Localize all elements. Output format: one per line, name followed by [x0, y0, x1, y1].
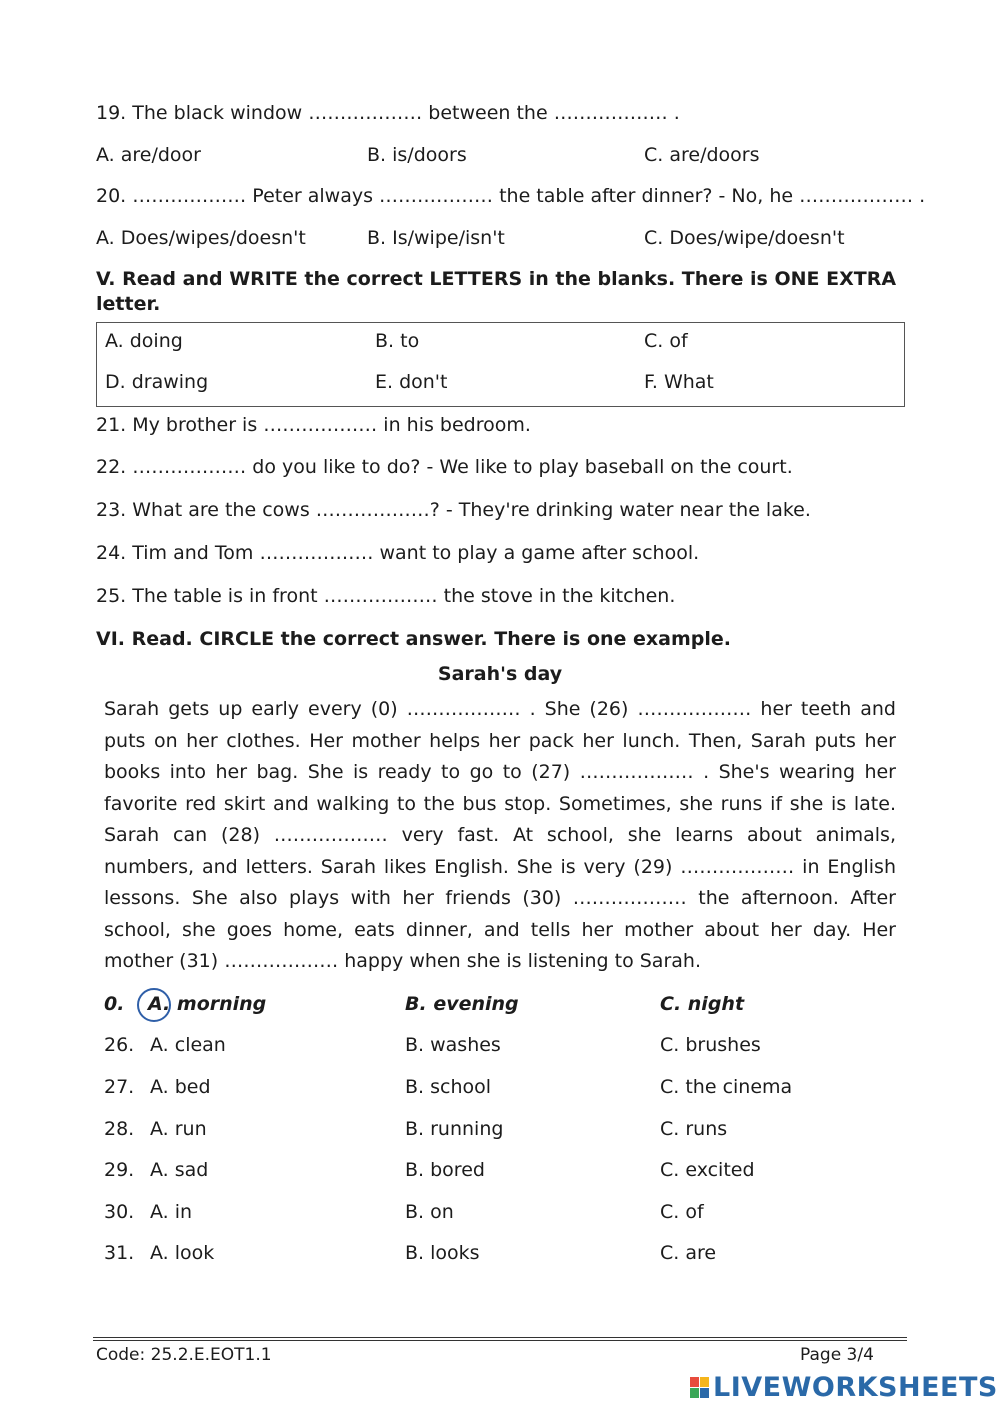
page-number: Page 3/4 — [800, 1345, 874, 1365]
q19-option-b[interactable]: B. is/doors — [367, 144, 467, 166]
option-c[interactable]: C. the cinema — [660, 1076, 793, 1098]
question-number: 31. — [104, 1242, 135, 1264]
question-21[interactable]: 21. My brother is ……………… in his bedroom. — [96, 414, 531, 436]
question-number: 30. — [104, 1201, 135, 1223]
word-bank-item: A. doing — [105, 330, 183, 352]
example-number: 0. — [104, 993, 125, 1015]
option-a[interactable]: A. look — [150, 1242, 215, 1264]
option-c[interactable]: C. brushes — [660, 1034, 761, 1056]
option-b[interactable]: B. running — [405, 1118, 504, 1140]
liveworksheets-logo: LIVEWORKSHEETS — [713, 1372, 998, 1403]
option-b[interactable]: B. looks — [405, 1242, 480, 1264]
reading-passage: Sarah gets up early every (0) ……………… . She (26) ……………… her teeth and puts on her clothes. Her mother helps her pack her lunch. Then, Sarah puts her books into her bag. She is ready to go to (27) ……………… . She's wearing her favorite red skirt and walking to the bus stop. Sometimes, she runs if she is late. Sarah can (28) ……………… very fast. At school, she learns about animals, numbers, and letters. Sarah likes English. She is very (29) ……………… in English lessons. She also plays with her friends (30) ……………… the afternoon. After school, she goes home, eats dinner, and tells her mother about her day. Her mother (31) ……………… happy when she is listening to Sarah. — [104, 698, 896, 972]
word-bank-item: C. of — [644, 330, 688, 352]
section-5-heading: V. Read and WRITE the correct LETTERS in the blanks. There is ONE EXTRA — [96, 268, 897, 290]
question-22[interactable]: 22. ……………… do you like to do? - We like to play baseball on the court. — [96, 456, 793, 478]
word-bank-item: E. don't — [375, 371, 448, 393]
question-20-stem: 20. ……………… Peter always ……………… the table after dinner? - No, he ……………… . — [96, 185, 926, 207]
option-c[interactable]: C. excited — [660, 1159, 755, 1181]
question-25[interactable]: 25. The table is in front ……………… the stove in the kitchen. — [96, 585, 676, 607]
example-option-b: B. evening — [405, 993, 519, 1015]
word-bank-item: B. to — [375, 330, 420, 352]
q20-option-a[interactable]: A. Does/wipes/doesn't — [96, 227, 306, 249]
option-b[interactable]: B. on — [405, 1201, 454, 1223]
option-c[interactable]: C. runs — [660, 1118, 728, 1140]
option-b[interactable]: B. bored — [405, 1159, 485, 1181]
question-19-stem: 19. The black window ……………… between the ……………… . — [96, 102, 680, 124]
option-a[interactable]: A. sad — [150, 1159, 209, 1181]
option-a[interactable]: A. run — [150, 1118, 207, 1140]
liveworksheets-logo-icon — [690, 1377, 710, 1399]
option-a[interactable]: A. bed — [150, 1076, 211, 1098]
word-bank-box — [96, 322, 905, 407]
q20-option-c[interactable]: C. Does/wipe/doesn't — [644, 227, 845, 249]
option-a[interactable]: A. in — [150, 1201, 193, 1223]
option-b[interactable]: B. school — [405, 1076, 492, 1098]
example-option-a: A. morning — [148, 993, 267, 1015]
question-number: 28. — [104, 1118, 135, 1140]
footer-divider — [93, 1337, 907, 1338]
word-bank-item: D. drawing — [105, 371, 209, 393]
question-23[interactable]: 23. What are the cows ………………? - They're drinking water near the lake. — [96, 499, 811, 521]
option-c[interactable]: C. of — [660, 1201, 704, 1223]
section-5-heading-cont: letter. — [96, 293, 161, 315]
option-a[interactable]: A. clean — [150, 1034, 226, 1056]
question-24[interactable]: 24. Tim and Tom ……………… want to play a game after school. — [96, 542, 700, 564]
q20-option-b[interactable]: B. Is/wipe/isn't — [367, 227, 505, 249]
question-number: 27. — [104, 1076, 135, 1098]
q19-option-c[interactable]: C. are/doors — [644, 144, 760, 166]
footer-divider — [93, 1340, 907, 1341]
word-bank-item: F. What — [644, 371, 714, 393]
section-6-heading: VI. Read. CIRCLE the correct answer. There is one example. — [96, 628, 732, 650]
passage-title: Sarah's day — [437, 663, 563, 685]
example-option-c: C. night — [660, 993, 745, 1015]
question-number: 29. — [104, 1159, 135, 1181]
question-number: 26. — [104, 1034, 135, 1056]
option-b[interactable]: B. washes — [405, 1034, 501, 1056]
option-c[interactable]: C. are — [660, 1242, 717, 1264]
document-code: Code: 25.2.E.EOT1.1 — [96, 1345, 272, 1365]
q19-option-a[interactable]: A. are/door — [96, 144, 201, 166]
